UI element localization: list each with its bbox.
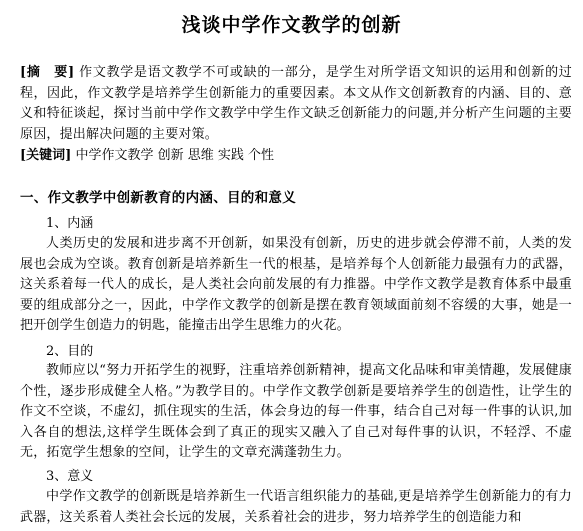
- abstract-paragraph: [20, 63, 572, 145]
- document-title: 浅谈中学作文教学的创新: [181, 14, 402, 36]
- keywords-line: [20, 146, 572, 166]
- subheading-purpose: 2、目的: [46, 344, 94, 359]
- section-heading: 一、作文教学中创新教育的内涵、目的和意义: [20, 190, 296, 206]
- abstract-label: [摘 要]: [20, 65, 75, 80]
- subheading-significance: 3、意义: [46, 469, 94, 484]
- keywords-text: 中学作文教学 创新 思维 实践 个性: [75, 148, 274, 163]
- paragraph-significance: 中学作文教学的创新既是培养新生一代语言组织能力的基础,更是培养学生创新能力的有力武器，这关系着人类社会长远的发展，关系着社会的进步，努力培养学生的创造能力和: [20, 489, 572, 525]
- keywords-label: [关键词]: [20, 148, 72, 163]
- paragraph-purpose: 教师应以“努力开拓学生的视野，注重培养创新精神，提高文化品味和审美情趣，发展健康个性，逐步形成健全人格。”为教学目的。中学作文教学创新是要培养学生的创造性，让学生的作文不空谈，不虚幻，抓住现实的生活，体会身边的每一件事，结合自己对每一件事的认识,加入各自的想法,这样学生既体会到了真正的现实又融入了自己对每件事的认识，不轻浮、不虚无，拓宽学生想象的空间，让学生的文章充满蓬勃生力。: [20, 363, 572, 461]
- paragraph-connotation: 人类历史的发展和进步离不开创新，如果没有创新，历史的进步就会停滞不前，人类的发展也会成为空谈。教育创新是培养新生一代的根基，是培养每个人创新能力最强有力的武器，这关系着每一代人的成长，是人类社会向前发展的有力推器。中学作文教学是教育体系中最重要的组成部分之一，因此，中学作文教学的创新是摆在教育领域面前刻不容缓的大事，她是一把开创学生创造力的钥匙，能撞击出学生思维力的火花。: [20, 236, 572, 334]
- abstract-text: 作文教学是语文教学不可或缺的一部分，是学生对所学语文知识的运用和创新的过程，因此，作文教学是培养学生创新能力的重要因素。本文从作文创新教育的内涵、目的、意义和特征谈起，探讨当前中学作文教学中学生作文缺乏创新能力的问题,并分析产生问题的主要原因，提出解决问题的主要对策。: [20, 65, 572, 142]
- subheading-connotation: 1、内涵: [46, 216, 94, 231]
